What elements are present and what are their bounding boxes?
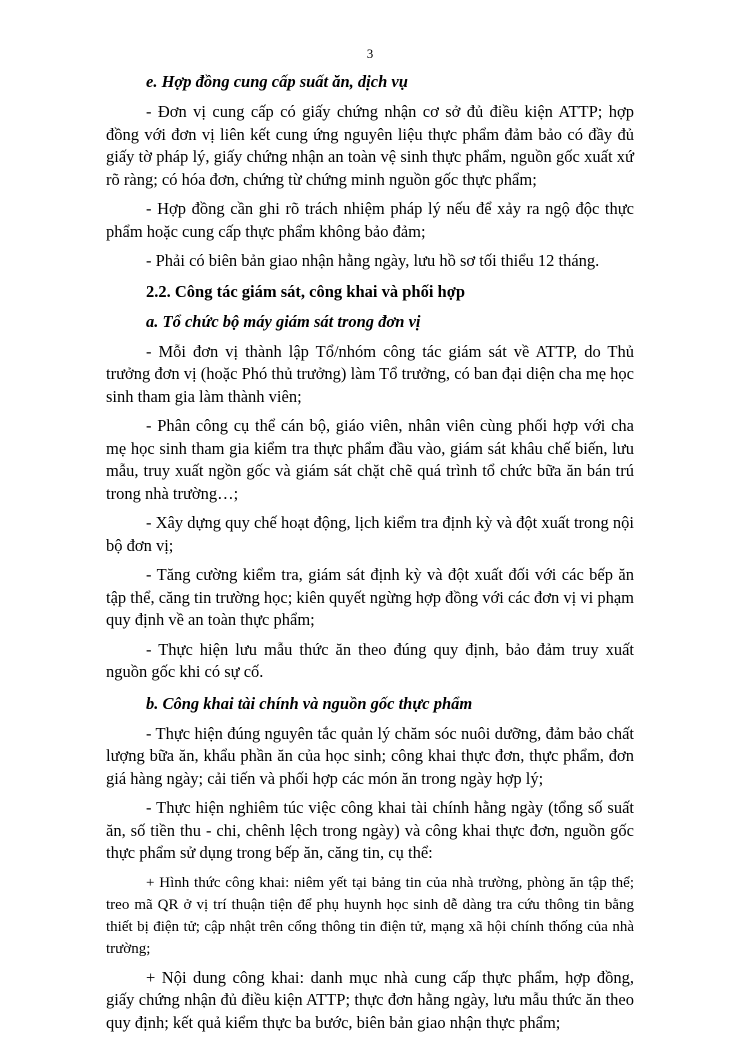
section-a-paragraph: - Tăng cường kiểm tra, giám sát định kỳ và đột xuất đối với các bếp ăn tập thể, căng tin trường học; kiên quyết ngừng hợp đồng với các đơn vị vi phạm quy định về an toàn thực phẩm; bbox=[106, 565, 634, 629]
section-a-paragraph: - Mỗi đơn vị thành lập Tổ/nhóm công tác giám sát về ATTP, do Thủ trưởng đơn vị (hoặc Phó thủ trưởng) làm Tổ trưởng, có ban đại diện cha mẹ học sinh tham gia làm thành viên; bbox=[106, 341, 634, 406]
section-2-2-heading: 2.2. Công tác giám sát, công khai và phối hợp bbox=[146, 281, 466, 301]
section-a-heading: a. Tổ chức bộ máy giám sát trong đơn vị bbox=[146, 311, 421, 331]
section-e-paragraph: - Phải có biên bản giao nhận hằng ngày, lưu hồ sơ tối thiểu 12 tháng. bbox=[146, 251, 600, 270]
page-number: 3 bbox=[366, 46, 374, 61]
section-e-paragraph: - Đơn vị cung cấp có giấy chứng nhận cơ sở đủ điều kiện ATTP; hợp đồng với đơn vị liên kết cung ứng nguyên liệu thực phẩm đảm bảo có đầy đủ giấy tờ pháp lý, giấy chứng nhận an toàn vệ sinh thực phẩm, nguồn gốc xuất xứ rõ ràng; có hóa đơn, chứng từ chứng minh nguồn gốc thực phẩm; bbox=[106, 102, 634, 189]
section-b-heading: b. Công khai tài chính và nguồn gốc thực phẩm bbox=[146, 693, 473, 713]
section-b-paragraph: + Hình thức công khai: niêm yết tại bảng tin của nhà trường, phòng ăn tập thể; treo mã QR ở vị trí thuận tiện để phụ huynh học sinh dễ dàng tra cứu thông tin bằng thiết bị điện tử; cập nhật trên cổng thông tin điện tử, mạng xã hội chính thống của nhà trường; bbox=[106, 874, 634, 957]
section-b-paragraph: - Thực hiện nghiêm túc việc công khai tài chính hằng ngày (tổng số suất ăn, số tiền thu - chi, chênh lệch trong ngày) và công khai thực đơn, nguồn gốc thực phẩm sử dụng trong bếp ăn, căng tin, cụ thể: bbox=[106, 798, 634, 862]
section-a-paragraph: - Xây dựng quy chế hoạt động, lịch kiểm tra định kỳ và đột xuất trong nội bộ đơn vị; bbox=[106, 513, 634, 555]
section-e-heading: e. Hợp đồng cung cấp suất ăn, dịch vụ bbox=[146, 72, 408, 91]
section-e-paragraph: - Hợp đồng cần ghi rõ trách nhiệm pháp lý nếu để xảy ra ngộ độc thực phẩm hoặc cung cấp thực phẩm không bảo đảm; bbox=[106, 199, 634, 241]
section-a-paragraph: - Phân công cụ thể cán bộ, giáo viên, nhân viên cùng phối hợp với cha mẹ học sinh tham gia kiểm tra thực phẩm đầu vào, giám sát khâu chế biến, lưu mẫu, truy xuất ngồn gốc và giám sát chặt chẽ quá trình tổ chức bữa ăn bán trú trong nhà trường…; bbox=[106, 416, 634, 503]
section-a-paragraph: - Thực hiện lưu mẫu thức ăn theo đúng quy định, bảo đảm truy xuất nguồn gốc khi có sự cố. bbox=[106, 639, 634, 681]
page-content bbox=[106, 70, 634, 1034]
section-b-paragraph: + Nội dung công khai: danh mục nhà cung cấp thực phẩm, hợp đồng, giấy chứng nhận đủ điều kiện ATTP; thực đơn hằng ngày, lưu mẫu thức ăn theo quy định; kết quả kiểm thực ba bước, biên bản giao nhận thực phẩm; bbox=[106, 967, 634, 1032]
section-b-paragraph: - Thực hiện đúng nguyên tắc quản lý chăm sóc nuôi dưỡng, đảm bảo chất lượng bữa ăn, khẩu phần ăn của học sinh; công khai thực đơn, thực phẩm, đơn giá hàng ngày; cải tiến và phối hợp các món ăn trong ngày hợp lý; bbox=[106, 723, 634, 788]
